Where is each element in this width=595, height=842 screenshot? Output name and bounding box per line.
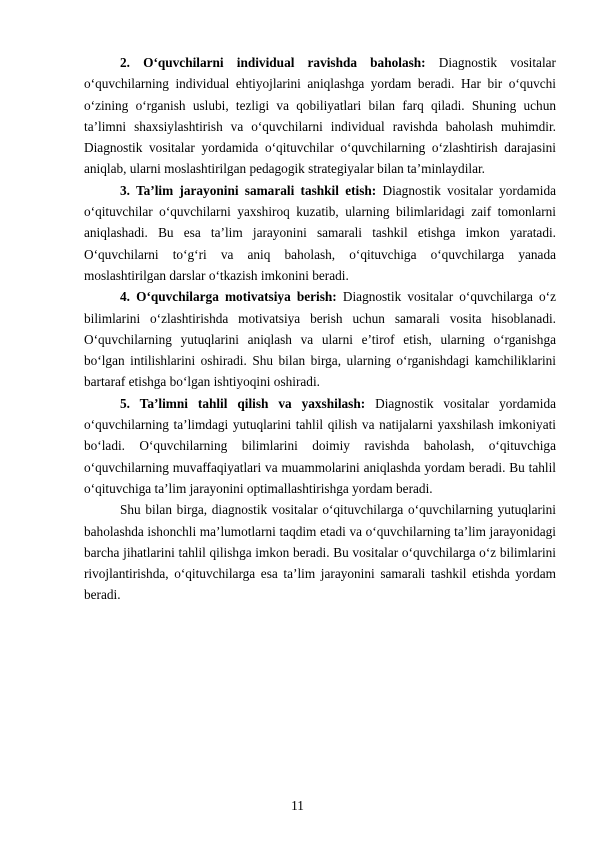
document-body [84, 52, 556, 606]
paragraph-text: Diagnostik vositalar yordamida o‘quvchilarning ta’limdagi yutuqlarini tahlil qilish va natijalarni yaxshilash imkoniyati bo‘ladi. O‘quvchilarning bilimlarini doimiy ravishda baholash, o‘qituvchiga o‘quvchilarning muvaffaqiyatlari va muammolarini aniqlashda yordam beradi. Bu tahlil o‘qituvchiga ta’lim jarayonini optimallashtirishga yordam beradi. [84, 395, 556, 496]
paragraph-text: Diagnostik vositalar yordamida o‘qituvchilar o‘quvchilarni yaxshiroq kuzatib, ularning bilimlaridagi zaif tomonlarni aniqlashadi. Bu esa ta’lim jarayonini samarali tashkil etishga imkon yaratadi. O‘quvchilarni to‘g‘ri va aniq baholash, o‘qituvchiga o‘quvchilarga yanada moslashtirilgan darslar o‘tkazish imkonini beradi. [84, 182, 556, 283]
paragraph-motivation [84, 286, 556, 392]
paragraph-heading: 5. Ta’limni tahlil qilish va yaxshilash: [120, 395, 366, 411]
paragraph-organize-education [84, 180, 556, 286]
paragraph-text: Diagnostik vositalar o‘quvchilarga o‘z bilimlarini o‘zlashtirishda motivatsiya berish uchun samarali vosita hisoblanadi. O‘quvchilarning yutuqlarini aniqlash va ularni e’tirof etish, ularning o‘rganishga bo‘lgan intilishlarini oshiradi. Shu bilan birga, ularning o‘rganishdagi kamchiliklarini bartaraf etishga bo‘lgan ishtiyoqini oshiradi. [84, 289, 556, 390]
page-number: 11 [291, 798, 304, 813]
paragraph-heading: 3. Ta’lim jarayonini samarali tashkil etish: [120, 182, 377, 198]
paragraph-conclusion [84, 499, 556, 605]
paragraph-analysis [84, 393, 556, 499]
paragraph-text: Diagnostik vositalar o‘quvchilarning individual ehtiyojlarini aniqlashga yordam beradi. Har bir o‘quvchi o‘zining o‘rganish uslubi, tezligi va qobiliyatlari bilan farq qiladi. Shuning uchun ta’limni shaxsiylashtirish va o‘quvchilarni individual ravishda baholash muhimdir. Diagnostik vositalar yordamida o‘qituvchilar o‘quvchilarning o‘zlashtirish darajasini aniqlab, ularni moslashtirilgan pedagogik strategiyalar bilan ta’minlaydilar. [84, 55, 556, 177]
paragraph-heading: 4. O‘quvchilarga motivatsiya berish: [120, 289, 337, 305]
paragraph-individual-assessment [84, 52, 556, 180]
paragraph-text: Shu bilan birga, diagnostik vositalar o‘qituvchilarga o‘quvchilarning yutuqlarini baholashda ishonchli ma’lumotlarni taqdim etadi va o‘quvchilarning ta’lim jarayonidagi barcha jihatlarini tahlil qilishga imkon beradi. Bu vositalar o‘quvchilarga o‘z bilimlarini rivojlantirishda, o‘qituvchilarga esa ta’lim jarayonini samarali tashkil etishda yordam beradi. [84, 502, 556, 603]
paragraph-heading: 2. O‘quvchilarni individual ravishda baholash: [120, 55, 426, 70]
